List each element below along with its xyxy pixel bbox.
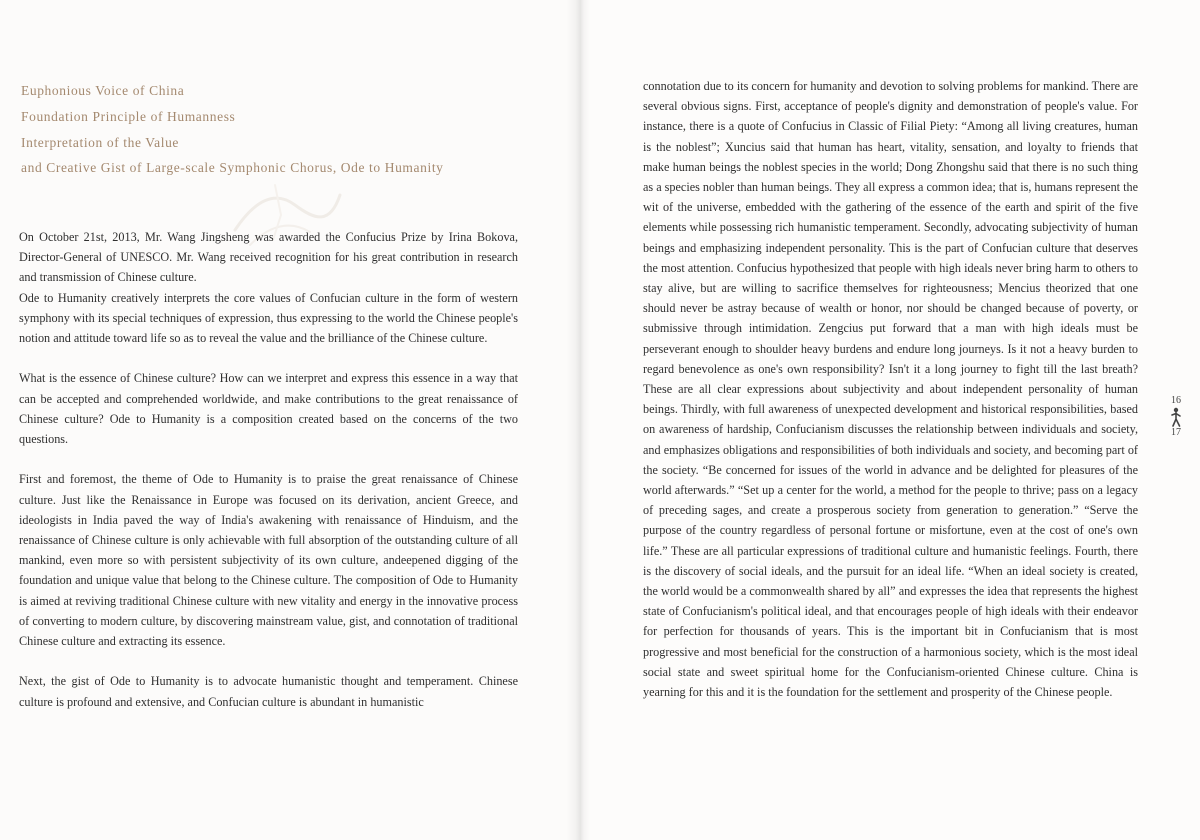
standing-figure-icon: [1169, 407, 1183, 427]
title-line: Foundation Principle of Humanness: [21, 108, 236, 124]
body-paragraph: Ode to Humanity creatively interprets the core values of Confucian culture in the form of western symphony with its special techniques of expression, thus expressing to the world the Chinese people's notion and attitude toward life so as to reveal the value and the brilliance of the Chinese culture.: [19, 290, 518, 346]
page-number-marker: [1165, 395, 1187, 439]
article-title: [21, 78, 541, 181]
body-paragraph: First and foremost, the theme of Ode to Humanity is to praise the great renaissance of Chinese culture. Just like the Renaissance in Europe was focused on its derivation, ancient Greece, and ideologists in India paved the way of India's awakening with renaissance of Hinduism, and the renaissance of Chinese culture is only achievable with full absorption of the outstanding culture of all mankind, even more so with persistent subjectivity of its own culture, andeepened digging of the foundation and unique value that belong to the Chinese culture. The composition of Ode to Humanity is aimed at reviving traditional Chinese culture with new vitality and energy in the innovative process of converting to modern culture, by discovering mainstream value, gist, and connotation of traditional Chinese culture and extracting its essence.: [19, 472, 518, 649]
left-page-body: [19, 227, 518, 712]
right-page-body: [643, 76, 1138, 702]
page-number-right: 17: [1171, 427, 1181, 438]
body-paragraph: What is the essence of Chinese culture? How can we interpret and express this essence in a way that can be accepted and comprehended worldwide, and make contributions to the great renaissance of Chinese culture? Ode to Humanity is a composition created based on the concerns of the two questions.: [19, 371, 518, 447]
book-gutter: [566, 0, 590, 840]
body-paragraph: Next, the gist of Ode to Humanity is to advocate humanistic thought and temperament. Chinese culture is profound and extensive, and Confucian culture is abundant in humanistic: [19, 674, 518, 709]
body-paragraph: connotation due to its concern for humanity and devotion to solving problems for mankind. There are several obvious signs. First, acceptance of people's dignity and demonstration of people's value. For instance, there is a quote of Confucius in Classic of Filial Piety: “Among all living creatures, human is the noblest”; Xuncius said that human has heart, vitality, sensation, and loyalty to friends that make human beings the noblest species in the world; Dong Zhongshu said that there is no such thing as a species nobler than human beings. They all express a common idea; that is, humans represent the wit of the universe, embedded with the gathering of the essence of the earth and spirit of the five elements while possessing rich humanistic temperament. Secondly, advocating subjectivity of human beings and emphasizing independent personality. This is the part of Confucian culture that deserves the most attention. Confucius hypothesized that people with high ideals never bring harm to others to stay alive, but are willing to sacrifice themselves for righteousness; Mencius theorized that one should never be astray because of wealth or honor, nor should be changed because of poverty, or submissive through intimidation. Zengcius put forward that a man with high ideals must be perseverant enough to shoulder heavy burdens and endure long journeys. Is it not a heavy burden to regard benevolence as one's own responsibility? Isn't it a long journey to fight till the last breath? These are all clear expressions about subjectivity and about independent personality of human beings. Thirdly, with full awareness of unexpected development and historical responsibilities, based on awareness of hardship, Confucianism discusses the relationship between individuals and society, and emphasizes obligations and responsibilities of both individuals and society, and becoming part of the society. “Be concerned for issues of the world in advance and be delighted for pleasures of the world afterwards.” “Set up a center for the world, a method for the people to thrive; pass on a legacy of preceding sages, and create a prosperous society from generation to generation.” “Serve the purpose of the country regardless of personal fortune or misfortune, even at the cost of one's own life.” These are all particular expressions of traditional culture and humanistic feelings. Fourth, there is the discovery of social ideals, and the pursuit for an ideal life. “When an ideal society is created, the world would be a commonwealth shared by all” and expresses the idea that represents the highest state of Confucianism's political ideal, and that encourages people of high ideals with their endeavor for perfection for thousands of years. This is the important bit in Confucianism that is most progressive and most beneficial for the construction of a harmonious society, which is the most ideal social state and sweet spiritual home for the Confucianism-oriented Chinese culture. China is yearning for this and it is the foundation for the settlement and prosperity of the Chinese people.: [643, 79, 1138, 700]
body-paragraph: On October 21st, 2013, Mr. Wang Jingsheng was awarded the Confucius Prize by Irina Bokova, Director-General of UNESCO. Mr. Wang received recognition for his great contribution in research and transmission of Chinese culture.: [19, 230, 518, 285]
title-line: Interpretation of the Value: [21, 134, 180, 150]
title-line: Euphonious Voice of China: [21, 83, 185, 98]
title-line: and Creative Gist of Large-scale Symphonic Chorus, Ode to Humanity: [21, 160, 444, 176]
page-number-left: 16: [1171, 395, 1181, 406]
